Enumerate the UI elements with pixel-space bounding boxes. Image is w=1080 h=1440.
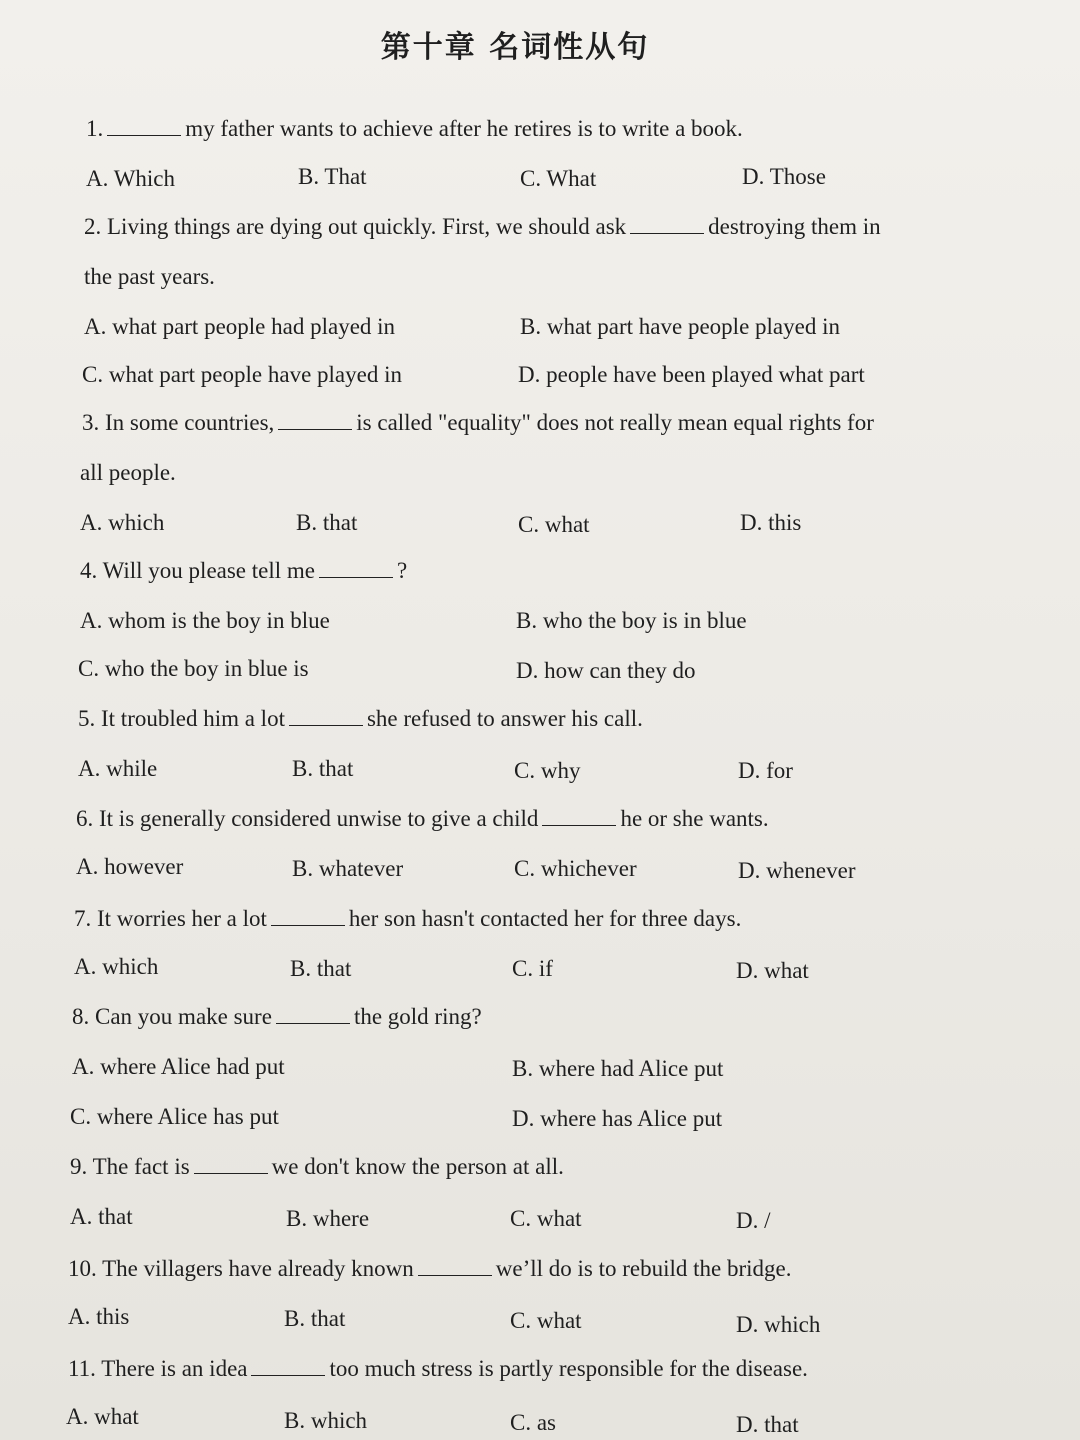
- option-b[interactable]: B. that: [290, 956, 352, 981]
- option-d[interactable]: D. /: [736, 1208, 771, 1233]
- answer-blank[interactable]: [319, 559, 393, 578]
- question-4: 4. Will you please tell me ?: [80, 558, 408, 583]
- option-c[interactable]: C. as: [510, 1410, 556, 1435]
- answer-blank[interactable]: [630, 215, 704, 234]
- answer-blank[interactable]: [251, 1357, 325, 1376]
- option-a[interactable]: A. that: [70, 1204, 133, 1229]
- option-d[interactable]: D. Those: [742, 164, 826, 189]
- answer-blank[interactable]: [278, 411, 352, 430]
- page-title: 第十章 名词性从句: [380, 30, 650, 65]
- option-c[interactable]: C. what part people have played in: [82, 362, 402, 387]
- question-7: 7. It worries her a lot her son hasn't contacted her for three days.: [74, 906, 742, 931]
- option-a[interactable]: A. while: [78, 756, 158, 781]
- question-10: 10. The villagers have already known we’ll do is to rebuild the bridge.: [68, 1256, 792, 1281]
- option-b[interactable]: B. That: [298, 164, 367, 189]
- answer-blank[interactable]: [289, 707, 363, 726]
- question-2: 2. Living things are dying out quickly. First, we should ask destroying them in: [84, 214, 881, 239]
- question-3-continued: all people.: [80, 460, 176, 485]
- option-d[interactable]: D. people have been played what part: [518, 362, 865, 387]
- option-c[interactable]: C. whichever: [514, 856, 637, 881]
- option-b[interactable]: B. where had Alice put: [512, 1056, 724, 1081]
- option-b[interactable]: B. that: [292, 756, 354, 781]
- answer-blank[interactable]: [418, 1257, 492, 1276]
- question-3: 3. In some countries, is called "equality" does not really mean equal rights for: [82, 410, 874, 435]
- option-b[interactable]: B. that: [284, 1306, 346, 1331]
- option-c[interactable]: C. What: [520, 166, 597, 191]
- option-d[interactable]: D. this: [740, 510, 802, 535]
- option-a[interactable]: A. what: [66, 1404, 139, 1429]
- option-b[interactable]: B. what part have people played in: [520, 314, 840, 339]
- question-9: 9. The fact is we don't know the person at all.: [70, 1154, 564, 1179]
- option-d[interactable]: D. how can they do: [516, 658, 696, 683]
- answer-blank[interactable]: [276, 1005, 350, 1024]
- option-d[interactable]: D. for: [738, 758, 793, 783]
- option-c[interactable]: C. why: [514, 758, 581, 783]
- option-b[interactable]: B. where: [286, 1206, 370, 1231]
- question-6: 6. It is generally considered unwise to give a child he or she wants.: [76, 806, 769, 831]
- option-b[interactable]: B. which: [284, 1408, 368, 1433]
- option-a[interactable]: A. where Alice had put: [72, 1054, 285, 1079]
- option-d[interactable]: D. which: [736, 1312, 821, 1337]
- option-d[interactable]: D. whenever: [738, 858, 856, 883]
- option-a[interactable]: A. whom is the boy in blue: [80, 608, 330, 633]
- option-d[interactable]: D. what: [736, 958, 809, 983]
- answer-blank[interactable]: [107, 117, 181, 136]
- option-b[interactable]: B. who the boy is in blue: [516, 608, 747, 633]
- option-a[interactable]: A. Which: [86, 166, 176, 191]
- option-c[interactable]: C. what: [510, 1206, 582, 1231]
- option-d[interactable]: D. where has Alice put: [512, 1106, 723, 1131]
- option-b[interactable]: B. that: [296, 510, 358, 535]
- option-c[interactable]: C. where Alice has put: [70, 1104, 279, 1129]
- option-c[interactable]: C. if: [512, 956, 553, 981]
- option-c[interactable]: C. who the boy in blue is: [78, 656, 309, 681]
- question-11: 11. There is an idea too much stress is partly responsible for the disease.: [68, 1356, 808, 1381]
- option-a[interactable]: A. which: [74, 954, 159, 979]
- question-8: 8. Can you make sure the gold ring?: [72, 1004, 482, 1029]
- question-1: 1. my father wants to achieve after he retires is to write a book.: [86, 116, 743, 141]
- option-b[interactable]: B. whatever: [292, 856, 404, 881]
- option-c[interactable]: C. what: [510, 1308, 582, 1333]
- question-2-continued: the past years.: [84, 264, 215, 289]
- option-a[interactable]: A. this: [68, 1304, 130, 1329]
- option-d[interactable]: D. that: [736, 1412, 799, 1437]
- option-a[interactable]: A. which: [80, 510, 165, 535]
- answer-blank[interactable]: [194, 1155, 268, 1174]
- answer-blank[interactable]: [542, 807, 616, 826]
- option-c[interactable]: C. what: [518, 512, 590, 537]
- option-a[interactable]: A. however: [76, 854, 184, 879]
- option-a[interactable]: A. what part people had played in: [84, 314, 396, 339]
- question-5: 5. It troubled him a lot she refused to answer his call.: [78, 706, 643, 731]
- answer-blank[interactable]: [271, 907, 345, 926]
